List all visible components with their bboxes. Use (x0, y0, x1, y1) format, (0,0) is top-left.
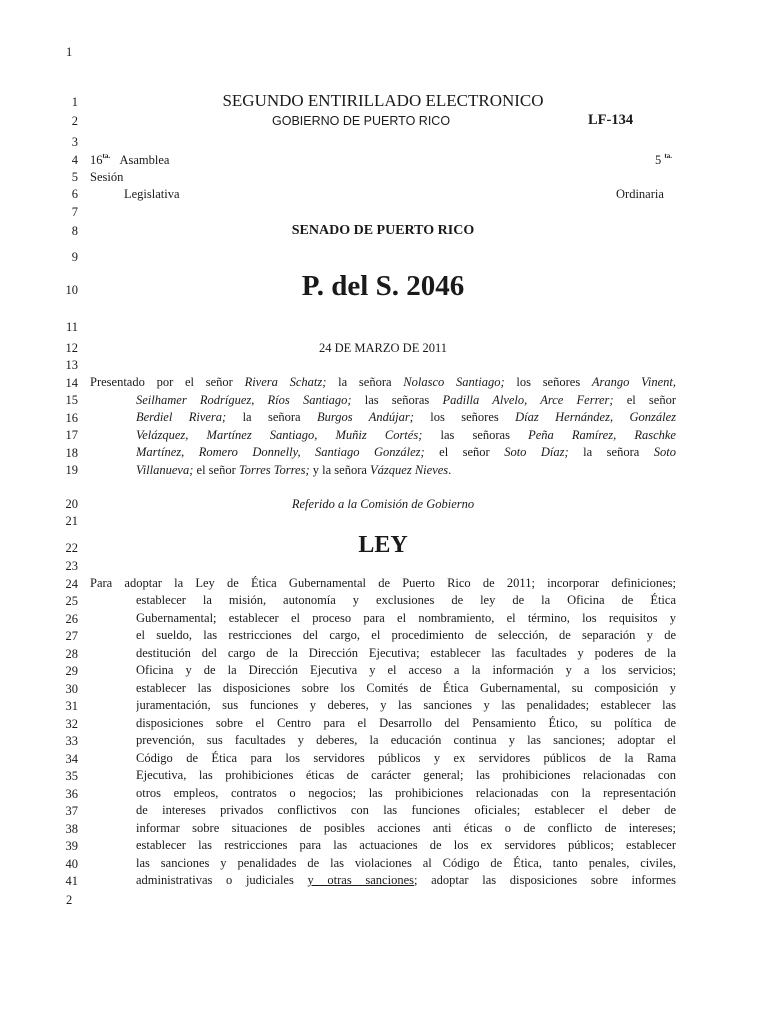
bill-number: P. del S. 2046 (301, 270, 465, 302)
line-number: 24 (65, 576, 78, 591)
presented-line: Berdiel Rivera; la señora Burgos Andújar; los señores Díaz Hernández, González (136, 410, 676, 424)
line-number: 39 (65, 839, 78, 853)
line-number: 16 (65, 411, 78, 425)
line-number: 2 (71, 114, 78, 128)
body-line: el sueldo, las restricciones del cargo, el procedimiento de selección, de separación y de (136, 628, 676, 642)
line-number: 21 (65, 514, 78, 528)
assembly-label: $16^{ta.}$ Asamblea (90, 152, 170, 167)
presented-line: Presentado por el señor Rivera Schatz; la señora Nolasco Santiago; los señores Arango Vinent, (90, 375, 676, 389)
line-number: 35 (65, 769, 78, 783)
line-number: 33 (65, 734, 78, 748)
line-number: 8 (71, 224, 78, 238)
line-number: 37 (65, 804, 78, 818)
body-line: las sanciones y penalidades de las violaciones al Código de Ética, tanto penales, civiles, (136, 855, 676, 870)
presented-by-paragraph (90, 374, 676, 479)
line-number: 27 (65, 629, 78, 643)
presented-line: Villanueva; el señor Torres Torres; y la señora Vázquez Nieves. (136, 462, 452, 477)
line-number: 11 (65, 320, 78, 334)
presented-line: Seilhamer Rodríguez, Ríos Santiago; las señoras Padilla Alvelo, Arce Ferrer; el señor (136, 392, 676, 407)
line-number: 12 (65, 341, 78, 355)
law-heading: LEY (358, 532, 408, 558)
line-number: 4 (71, 153, 78, 167)
body-line: destitución del cargo de la Dirección Ejecutiva; establecer las facultades y poderes de la (136, 645, 676, 660)
line-number: 38 (65, 821, 78, 836)
line-number: 41 (65, 874, 78, 888)
page-number-bottom: 2 (66, 893, 73, 907)
line-number: 28 (65, 646, 78, 661)
body-line: prevención, sus facultades y deberes, la educación continua y las sanciones; adoptar el (136, 733, 676, 747)
body-line: disposiciones sobre el Centro para el Desarrollo del Pensamiento Ético, su política de (136, 715, 676, 730)
line-number: 29 (65, 664, 78, 678)
line-number: 3 (71, 135, 78, 149)
session-label: Sesión (90, 170, 124, 184)
document-code: LF-134 (588, 112, 634, 128)
law-body-paragraph (90, 575, 676, 890)
body-line: administrativas o judiciales y otras sanciones; adoptar las disposiciones sobre informes (136, 873, 676, 887)
line-number: 13 (65, 358, 78, 372)
line-number: 5 (71, 170, 78, 184)
referred-to-committee: Referido a la Comisión de Gobierno (291, 497, 475, 511)
body-line: Oficina y de la Dirección Ejecutiva y el acceso a la información y a los servicios; (136, 663, 676, 677)
line-number: 17 (65, 428, 78, 442)
presented-line: Martínez, Romero Donnelly, Santiago González; el señor Soto Díaz; la señora Soto (136, 445, 676, 459)
ordinary-label: Ordinaria (616, 187, 664, 201)
body-line: Ejecutiva, las prohibiciones éticas de carácter general; las prohibiciones relacionadas con (136, 768, 676, 782)
presented-line: Velázquez, Martínez Santiago, Muñiz Cortés; las señoras Peña Ramírez, Raschke (136, 427, 676, 442)
line-number: 26 (65, 611, 78, 626)
body-line: informar sobre situaciones de posibles acciones anti éticas o de conflicto de intereses; (136, 820, 676, 835)
session-number: 5 $^{ta.}$ (655, 152, 672, 167)
line-number: 19 (65, 463, 78, 477)
bill-date: 24 DE MARZO DE 2011 (318, 341, 447, 355)
line-number: 22 (65, 541, 78, 555)
line-number: 15 (65, 393, 78, 407)
body-line: Gubernamental; establecer el proceso para el nombramiento, el término, los requisitos y (136, 610, 676, 625)
line-number: 23 (65, 559, 78, 573)
line-number: 31 (65, 699, 78, 713)
inserted-text: y otras sanciones (307, 873, 414, 887)
senate-heading: SENADO DE PUERTO RICO (291, 223, 475, 238)
line-number: 10 (65, 283, 78, 297)
page-number-top: 1 (66, 45, 73, 59)
body-line: otros empleos, contratos o negocios; las prohibiciones relacionadas con la representación (136, 785, 676, 800)
government-line: GOBIERNO DE PUERTO RICO (272, 114, 451, 128)
body-line: de intereses privados conflictivos con las funciones oficiales; establecer el deber de (136, 803, 676, 817)
line-number: 34 (65, 751, 78, 766)
line-number: 36 (65, 786, 78, 801)
body-line: establecer la misión, autonomía y exclusiones de ley de la Oficina de Ética (136, 593, 676, 607)
line-number: 32 (65, 716, 78, 731)
line-number: 40 (65, 856, 78, 871)
body-line: Para adoptar la Ley de Ética Gubernamental de Puerto Rico de 2011; incorporar definiciones; (90, 575, 676, 590)
line-number: 25 (65, 594, 78, 608)
legislative-label: Legislativa (124, 187, 180, 201)
body-line: establecer las disposiciones sobre los Comités de Ética Gubernamental, su composición y (136, 680, 676, 695)
line-number: 30 (65, 681, 78, 696)
body-line: establecer las restricciones para las actuaciones de los ex servidores públicos; establecer (136, 838, 676, 852)
line-number: 1 (71, 95, 78, 109)
document-title: SEGUNDO ENTIRILLADO ELECTRONICO (222, 91, 544, 110)
line-number: 18 (65, 446, 78, 460)
line-number: 14 (65, 376, 78, 390)
body-line: Código de Ética para los servidores públicos y ex servidores públicos de la Rama (136, 750, 676, 765)
body-line: juramentación, sus funciones y deberes, y las sanciones y las penalidades; establecer las (136, 698, 676, 712)
line-number: 20 (65, 497, 78, 511)
line-number: 7 (71, 205, 78, 219)
line-number: 9 (71, 250, 78, 264)
line-number: 6 (71, 187, 78, 201)
